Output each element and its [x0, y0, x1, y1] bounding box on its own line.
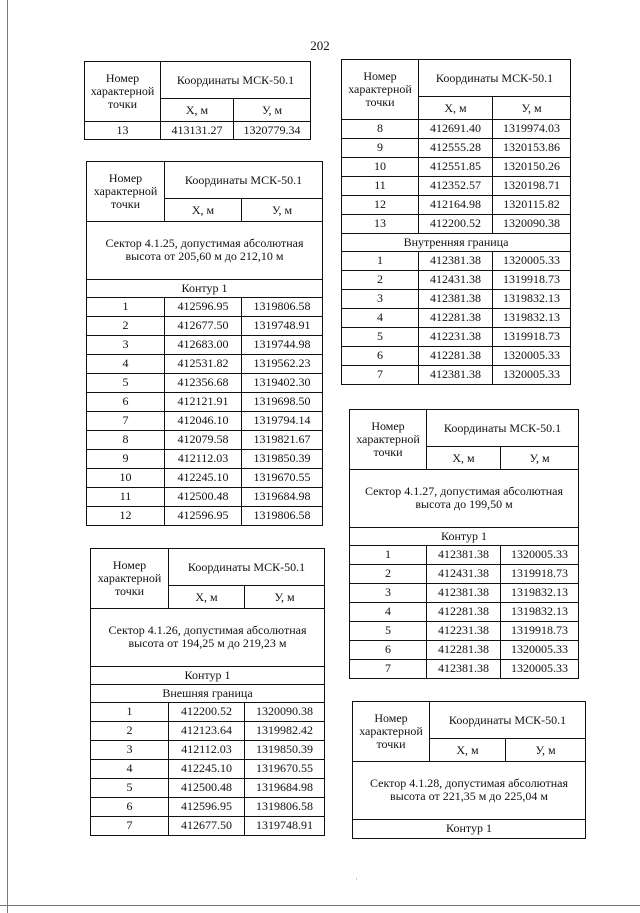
table-row — [342, 214, 571, 233]
point-number: 5 — [87, 373, 165, 392]
table-row — [87, 354, 323, 373]
y-coordinate: 1319698.50 — [242, 392, 323, 411]
point-number-header: Номер характерной точки — [353, 702, 430, 762]
section-title: Внешняя граница — [91, 684, 325, 702]
table-row — [350, 621, 579, 640]
point-number: 4 — [87, 354, 165, 373]
table-row — [350, 564, 579, 583]
table-row — [87, 449, 323, 468]
point-number: 3 — [342, 289, 419, 308]
point-number-header: Номер характерной точки — [85, 62, 161, 122]
coordinates-table-sector-4-1-28 — [352, 701, 586, 839]
x-coordinate: 412200.52 — [419, 214, 493, 233]
x-coordinate: 412231.38 — [427, 621, 501, 640]
x-coordinate: 412555.28 — [419, 138, 493, 157]
y-coordinate: 1320005.33 — [501, 640, 579, 659]
y-coordinate: 1320005.33 — [501, 545, 579, 564]
table-row — [91, 778, 325, 797]
point-number: 1 — [87, 297, 165, 316]
point-number: 8 — [87, 430, 165, 449]
y-column-header: У, м — [242, 199, 323, 222]
table-row — [87, 373, 323, 392]
y-coordinate: 1319821.67 — [242, 430, 323, 449]
y-coordinate: 1320153.86 — [493, 138, 571, 157]
point-number: 9 — [342, 138, 419, 157]
y-coordinate: 1319832.13 — [493, 308, 571, 327]
table-row — [87, 430, 323, 449]
y-coordinate: 1320005.33 — [493, 346, 571, 365]
scan-bottom-border — [0, 905, 640, 906]
y-coordinate: 1319402.30 — [242, 373, 323, 392]
y-column-header: У, м — [493, 97, 571, 120]
point-number-header: Номер характерной точки — [87, 162, 165, 222]
x-coordinate: 412596.95 — [165, 297, 242, 316]
x-coordinate: 413131.27 — [161, 121, 234, 139]
x-coordinate: 412046.10 — [165, 411, 242, 430]
point-number-header: Номер характерной точки — [91, 549, 169, 609]
y-coordinate: 1319832.13 — [493, 289, 571, 308]
y-coordinate: 1319918.73 — [501, 621, 579, 640]
y-coordinate: 1319832.13 — [501, 583, 579, 602]
y-coordinate: 1319806.58 — [242, 506, 323, 525]
x-coordinate: 412683.00 — [165, 335, 242, 354]
y-coordinate: 1319670.55 — [242, 468, 323, 487]
table-row — [91, 759, 325, 778]
table-row — [85, 121, 311, 139]
point-number: 1 — [350, 545, 427, 564]
table-row — [342, 270, 571, 289]
sector-description: Сектор 4.1.27, допустимая абсолютная высота до 199,50 м — [350, 469, 579, 527]
point-number: 11 — [342, 176, 419, 195]
y-coordinate: 1320779.34 — [234, 121, 311, 139]
y-coordinate: 1319806.58 — [245, 797, 325, 816]
table-row — [342, 308, 571, 327]
table-row — [87, 411, 323, 430]
section-title: Внутренняя граница — [342, 233, 571, 251]
point-number: 5 — [91, 778, 169, 797]
y-coordinate: 1319832.13 — [501, 602, 579, 621]
y-column-header: У, м — [506, 739, 586, 762]
table-row — [342, 195, 571, 214]
point-number: 11 — [87, 487, 165, 506]
point-number: 7 — [87, 411, 165, 430]
x-coordinate: 412381.38 — [427, 659, 501, 678]
x-column-header: X, м — [169, 586, 245, 609]
y-coordinate: 1319744.98 — [242, 335, 323, 354]
scan-left-border — [7, 0, 8, 913]
page-number: 202 — [310, 38, 330, 53]
y-coordinate: 1320005.33 — [493, 365, 571, 384]
y-coordinate: 1319670.55 — [245, 759, 325, 778]
section-title: Контур 1 — [353, 819, 586, 838]
point-number: 9 — [87, 449, 165, 468]
point-number: 8 — [342, 119, 419, 138]
x-coordinate: 412381.38 — [427, 545, 501, 564]
x-coordinate: 412551.85 — [419, 157, 493, 176]
point-number: 2 — [350, 564, 427, 583]
point-number: 3 — [91, 740, 169, 759]
table-row — [342, 138, 571, 157]
point-number: 6 — [342, 346, 419, 365]
y-coordinate: 1320150.26 — [493, 157, 571, 176]
coordinates-header: Координаты МСК-50.1 — [165, 162, 323, 199]
sector-description: Сектор 4.1.25, допустимая абсолютная высота от 205,60 м до 212,10 м — [87, 221, 323, 279]
x-coordinate: 412381.38 — [419, 365, 493, 384]
table-row — [87, 335, 323, 354]
point-number: 4 — [350, 602, 427, 621]
x-coordinate: 412245.10 — [169, 759, 245, 778]
x-coordinate: 412164.98 — [419, 195, 493, 214]
point-number: 6 — [350, 640, 427, 659]
y-coordinate: 1320090.38 — [493, 214, 571, 233]
table-row — [342, 119, 571, 138]
coordinates-table-continuation — [341, 59, 571, 385]
y-coordinate: 1320090.38 — [245, 702, 325, 721]
coordinates-table-sector-4-1-27 — [349, 409, 579, 679]
y-coordinate: 1319850.39 — [245, 740, 325, 759]
y-coordinate: 1320198.71 — [493, 176, 571, 195]
coordinates-table-sector-4-1-26 — [90, 548, 325, 836]
table-row — [91, 702, 325, 721]
y-coordinate: 1319794.14 — [242, 411, 323, 430]
table-row — [87, 316, 323, 335]
point-number: 7 — [350, 659, 427, 678]
point-number: 3 — [87, 335, 165, 354]
coordinates-header: Координаты МСК-50.1 — [430, 702, 586, 739]
point-number: 7 — [342, 365, 419, 384]
y-coordinate: 1319684.98 — [242, 487, 323, 506]
table-row — [87, 468, 323, 487]
point-number: 6 — [91, 797, 169, 816]
table-row — [342, 289, 571, 308]
x-coordinate: 412431.38 — [427, 564, 501, 583]
sector-description: Сектор 4.1.26, допустимая абсолютная высота от 194,25 м до 219,23 м — [91, 608, 325, 666]
x-column-header: X, м — [427, 447, 501, 470]
x-column-header: X, м — [165, 199, 242, 222]
x-coordinate: 412381.38 — [419, 251, 493, 270]
y-coordinate: 1319850.39 — [242, 449, 323, 468]
x-coordinate: 412231.38 — [419, 327, 493, 346]
x-coordinate: 412500.48 — [165, 487, 242, 506]
y-coordinate: 1319684.98 — [245, 778, 325, 797]
point-number: 7 — [91, 816, 169, 835]
table-row — [91, 721, 325, 740]
y-coordinate: 1319748.91 — [242, 316, 323, 335]
point-number: 12 — [87, 506, 165, 525]
coordinates-header: Координаты МСК-50.1 — [169, 549, 325, 586]
x-coordinate: 412281.38 — [419, 346, 493, 365]
x-coordinate: 412281.38 — [427, 602, 501, 621]
point-number: 13 — [85, 121, 161, 139]
x-coordinate: 412112.03 — [169, 740, 245, 759]
scan-speck: · — [355, 874, 358, 884]
table-row — [350, 602, 579, 621]
point-number: 1 — [91, 702, 169, 721]
point-number: 5 — [342, 327, 419, 346]
point-number: 1 — [342, 251, 419, 270]
x-coordinate: 412677.50 — [165, 316, 242, 335]
y-coordinate: 1320005.33 — [501, 659, 579, 678]
section-title: Контур 1 — [91, 666, 325, 684]
x-coordinate: 412596.95 — [169, 797, 245, 816]
table-row — [350, 583, 579, 602]
x-coordinate: 412356.68 — [165, 373, 242, 392]
table-row — [342, 327, 571, 346]
x-coordinate: 412079.58 — [165, 430, 242, 449]
x-coordinate: 412123.64 — [169, 721, 245, 740]
x-column-header: X, м — [161, 99, 234, 122]
y-coordinate: 1320115.82 — [493, 195, 571, 214]
point-number: 13 — [342, 214, 419, 233]
x-column-header: X, м — [430, 739, 506, 762]
coordinates-header: Координаты МСК-50.1 — [427, 410, 579, 447]
table-row — [350, 640, 579, 659]
table-row — [91, 816, 325, 835]
table-row — [91, 797, 325, 816]
point-number: 6 — [87, 392, 165, 411]
x-coordinate: 412500.48 — [169, 778, 245, 797]
point-number: 10 — [87, 468, 165, 487]
y-column-header: У, м — [234, 99, 311, 122]
table-row — [342, 365, 571, 384]
y-coordinate: 1320005.33 — [493, 251, 571, 270]
point-number: 4 — [342, 308, 419, 327]
point-number: 2 — [342, 270, 419, 289]
y-column-header: У, м — [501, 447, 579, 470]
point-number: 2 — [91, 721, 169, 740]
coordinates-header: Координаты МСК-50.1 — [419, 60, 571, 97]
point-number: 2 — [87, 316, 165, 335]
x-coordinate: 412121.91 — [165, 392, 242, 411]
table-row — [342, 346, 571, 365]
section-title: Контур 1 — [87, 279, 323, 297]
y-column-header: У, м — [245, 586, 325, 609]
table-row — [342, 251, 571, 270]
table-row — [87, 297, 323, 316]
table-row — [350, 659, 579, 678]
x-coordinate: 412431.38 — [419, 270, 493, 289]
point-number: 5 — [350, 621, 427, 640]
table-row — [91, 740, 325, 759]
table-row — [342, 176, 571, 195]
point-number-header: Номер характерной точки — [350, 410, 427, 470]
table-row — [87, 506, 323, 525]
point-number: 10 — [342, 157, 419, 176]
point-number: 3 — [350, 583, 427, 602]
coordinates-table-1 — [84, 61, 311, 140]
point-number-header: Номер характерной точки — [342, 60, 419, 120]
x-coordinate: 412677.50 — [169, 816, 245, 835]
y-coordinate: 1319918.73 — [493, 327, 571, 346]
coordinates-table-sector-4-1-25 — [86, 161, 323, 526]
x-coordinate: 412381.38 — [419, 289, 493, 308]
y-coordinate: 1319562.23 — [242, 354, 323, 373]
table-row — [342, 157, 571, 176]
x-coordinate: 412531.82 — [165, 354, 242, 373]
table-row — [87, 392, 323, 411]
x-column-header: X, м — [419, 97, 493, 120]
table-row — [350, 545, 579, 564]
sector-description: Сектор 4.1.28, допустимая абсолютная высота от 221,35 м до 225,04 м — [353, 761, 586, 819]
point-number: 4 — [91, 759, 169, 778]
x-coordinate: 412281.38 — [419, 308, 493, 327]
y-coordinate: 1319974.03 — [493, 119, 571, 138]
x-coordinate: 412245.10 — [165, 468, 242, 487]
x-coordinate: 412381.38 — [427, 583, 501, 602]
section-title: Контур 1 — [350, 527, 579, 545]
x-coordinate: 412691.40 — [419, 119, 493, 138]
y-coordinate: 1319918.73 — [493, 270, 571, 289]
x-coordinate: 412281.38 — [427, 640, 501, 659]
y-coordinate: 1319918.73 — [501, 564, 579, 583]
y-coordinate: 1319806.58 — [242, 297, 323, 316]
x-coordinate: 412200.52 — [169, 702, 245, 721]
coordinates-header: Координаты МСК-50.1 — [161, 62, 311, 99]
y-coordinate: 1319982.42 — [245, 721, 325, 740]
x-coordinate: 412352.57 — [419, 176, 493, 195]
point-number: 12 — [342, 195, 419, 214]
y-coordinate: 1319748.91 — [245, 816, 325, 835]
x-coordinate: 412596.95 — [165, 506, 242, 525]
x-coordinate: 412112.03 — [165, 449, 242, 468]
table-row — [87, 487, 323, 506]
